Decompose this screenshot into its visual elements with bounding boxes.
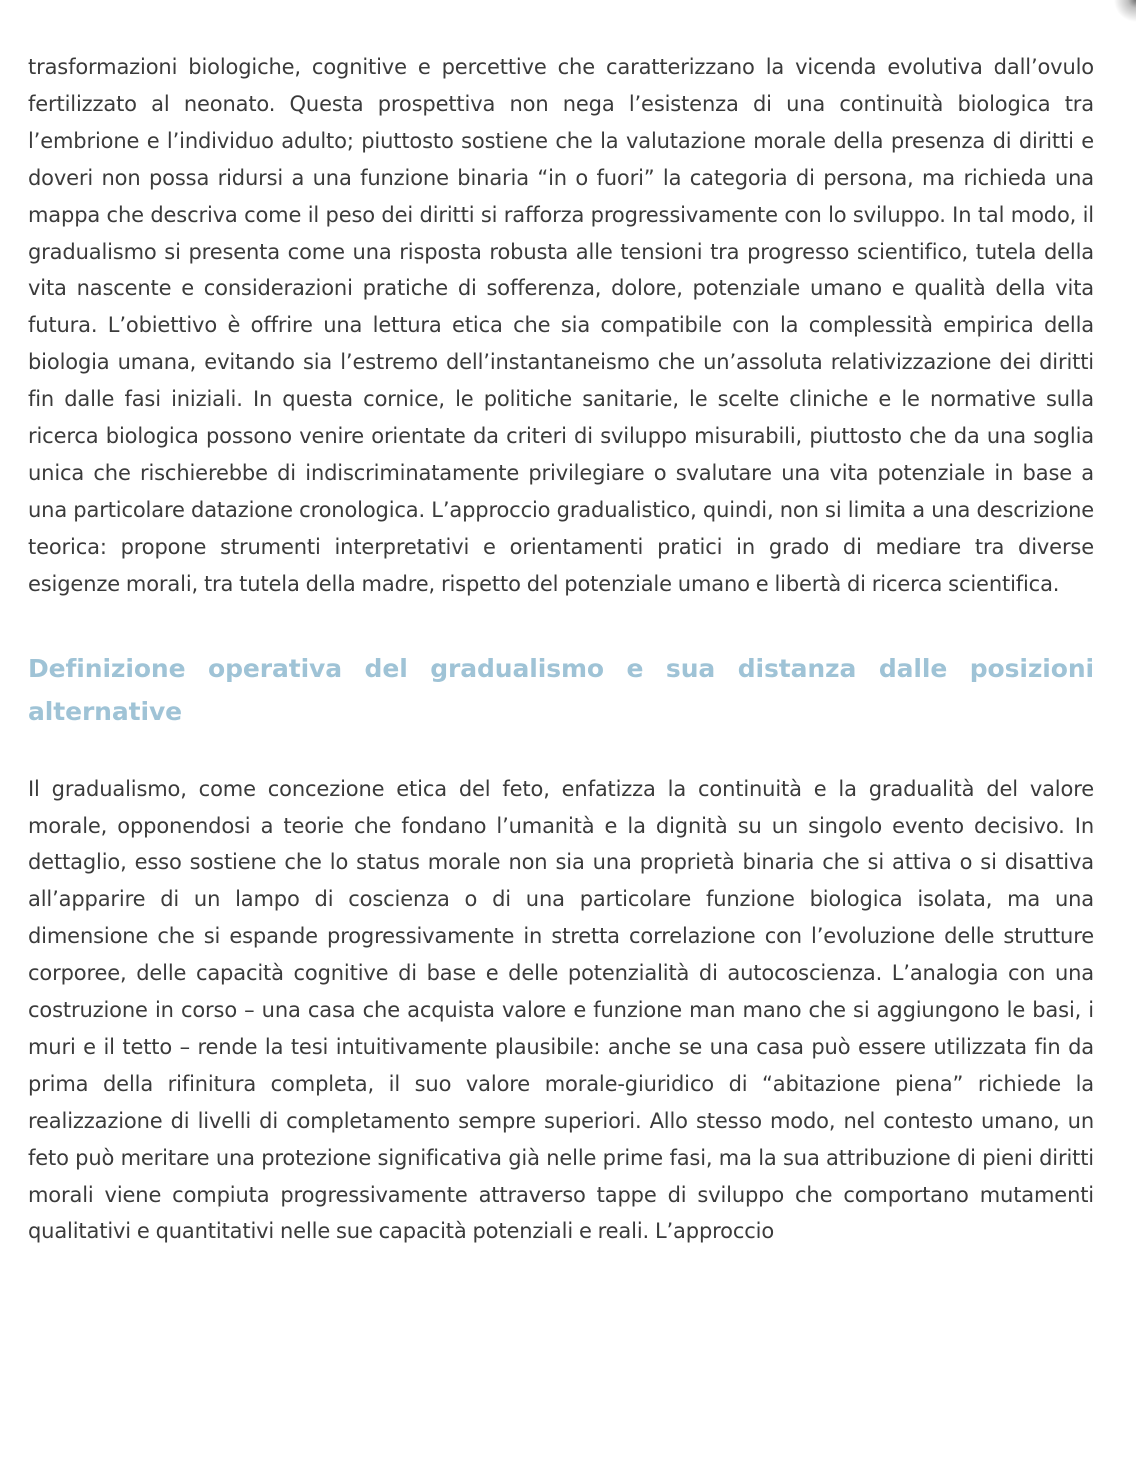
- intro-paragraph: trasformazioni biologiche, cognitive e percettive che caratterizzano la vicenda evolutiva dall’ovulo fertilizzato al neonato. Questa prospettiva non nega l’esistenza di una continuità biologica tra l’embrione e l’individuo adulto; piuttosto sostiene che la valutazione morale della presenza di diritti e doveri non possa ridursi a una funzione binaria “in o fuori” la categoria di persona, ma richieda una mappa che descriva come il peso dei diritti si rafforza progressivamente con lo sviluppo. In tal modo, il gradualismo si presenta come una risposta robusta alle tensioni tra progresso scientifico, tutela della vita nascente e considerazioni pratiche di sofferenza, dolore, potenziale umano e qualità della vita futura. L’obiettivo è offrire una lettura etica che sia compatibile con la complessità empirica della biologia umana, evitando sia l’estremo dell’instantaneismo che un’assoluta relativizzazione dei diritti fin dalle fasi iniziali. In questa cornice, le politiche sanitarie, le scelte cliniche e le normative sulla ricerca biologica possono venire orientate da criteri di sviluppo misurabili, piuttosto che da una soglia unica che rischierebbe di indiscriminatamente privilegiare o svalutare una vita potenziale in base a una particolare datazione cronologica. L’approccio gradualistico, quindi, non si limita a una descrizione teorica: propone strumenti interpretativi e orientamenti pratici in grado di mediare tra diverse esigenze morali, tra tutela della madre, rispetto del potenziale umano e libertà di ricerca scientifica.: [28, 55, 1094, 596]
- page-corner-shadow: [1096, 0, 1136, 40]
- document-page: [28, 49, 1094, 1250]
- section-paragraph: Il gradualismo, come concezione etica del feto, enfatizza la continuità e la gradualità del valore morale, opponendosi a teorie che fondano l’umanità e la dignità su un singolo evento decisivo. In dettaglio, esso sostiene che lo status morale non sia una proprietà binaria che si attiva o si disattiva all’apparire di un lampo di coscienza o di una particolare funzione biologica isolata, ma una dimensione che si espande progressivamente in stretta correlazione con l’evoluzione delle strutture corporee, delle capacità cognitive di base e delle potenzialità di autocoscienza. L’analogia con una costruzione in corso – una casa che acquista valore e funzione man mano che si aggiungono le basi, i muri e il tetto – rende la tesi intuitivamente plausibile: anche se una casa può essere utilizzata fin da prima della rifinitura completa, il suo valore morale-giuridico di “abitazione piena” richiede la realizzazione di livelli di completamento sempre superiori. Allo stesso modo, nel contesto umano, un feto può meritare una protezione significativa già nelle prime fasi, ma la sua attribuzione di pieni diritti morali viene compiuta progressivamente attraverso tappe di sviluppo che comportano mutamenti qualitativi e quantitativi nelle sue capacità potenziali e reali. L’approccio: [28, 776, 1094, 1244]
- section-heading: Definizione operativa del gradualismo e sua distanza dalle posizioni alternative: [28, 653, 1094, 726]
